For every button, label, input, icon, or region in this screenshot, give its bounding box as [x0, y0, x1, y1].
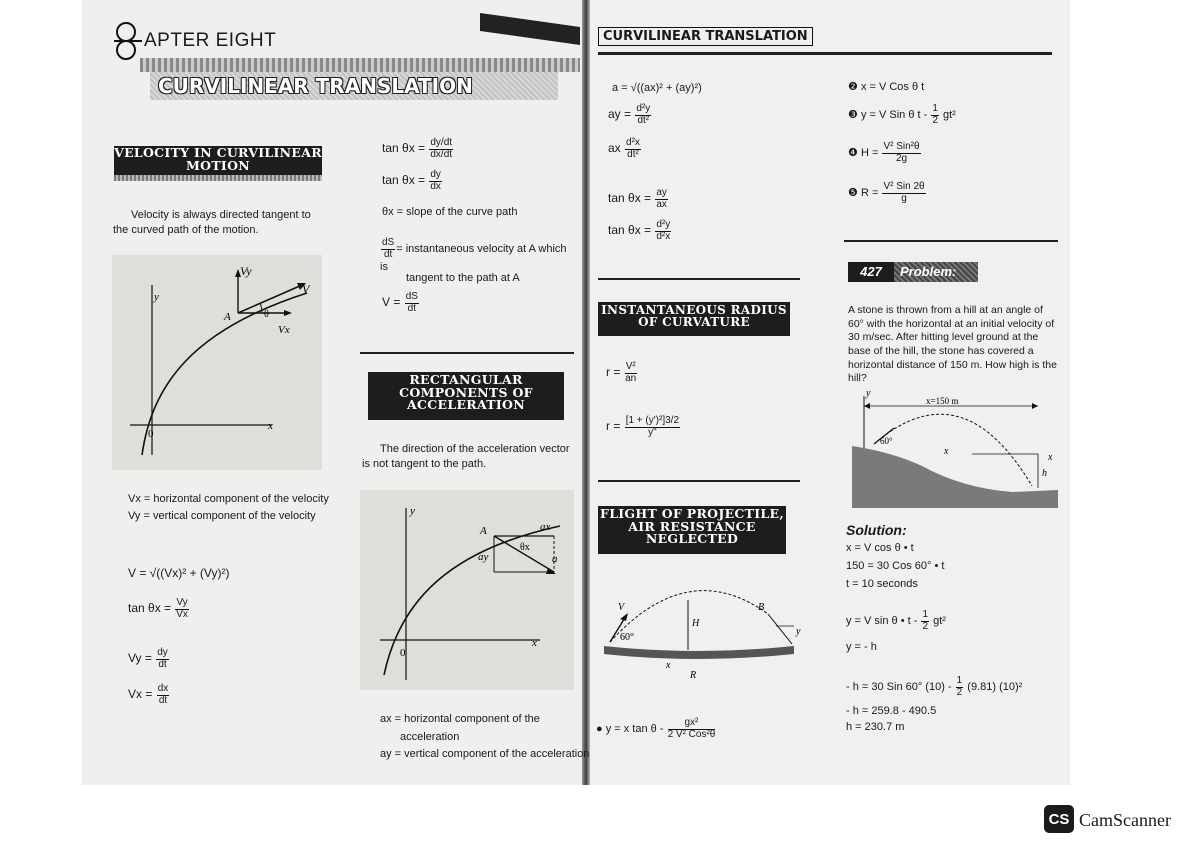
eq-vx-lhs: Vx = — [128, 687, 153, 702]
v-ds-lhs: V = — [382, 295, 401, 310]
eq-e3-lhs: y = V Sin θ t - — [860, 108, 928, 121]
number-5-icon: ❺ — [848, 186, 858, 199]
def-vy: Vy = vertical component of the velocity — [128, 510, 316, 522]
fig1-theta-label: θ — [264, 309, 269, 320]
header-rule — [598, 52, 1052, 55]
rect-heading-line3: ACCELERATION — [407, 397, 525, 412]
velocity-diagram — [112, 255, 322, 470]
eq-e5-lhs: R = — [860, 186, 879, 199]
eq-tan-dydt — [382, 138, 454, 160]
eq-r-v2-an — [606, 362, 638, 384]
velocity-heading — [114, 146, 322, 175]
eq-r2-den: y" — [648, 426, 657, 438]
eq-v-magnitude: V = √((Vx)² + (Vy)²) — [128, 566, 230, 580]
eq-ax-num: d²x — [626, 137, 640, 148]
fig4-y-label: y — [866, 388, 871, 399]
problem-banner — [848, 262, 978, 282]
fig2-y-label: y — [410, 505, 415, 517]
fig2-origin-label: 0 — [400, 647, 406, 659]
eq-r1-lhs: r = — [606, 365, 621, 380]
fig4-h-label: h — [1042, 468, 1047, 479]
problem-number: 427 — [848, 262, 894, 282]
sol-y-den: 2 — [922, 620, 929, 632]
eq-vy-lhs: Vy = — [128, 651, 152, 666]
eq-list-3 — [848, 104, 956, 126]
ds-text-2: tangent to the path at A — [406, 272, 520, 284]
eq-e5-den: g — [901, 192, 907, 204]
solution-h-line-2: - h = 259.8 - 490.5 — [846, 705, 937, 717]
fig3-r-label: R — [690, 670, 697, 681]
eq-ay-den: dt² — [637, 114, 650, 126]
chapter-title: APTER EIGHT — [144, 30, 277, 51]
projectile-diagram — [596, 586, 802, 681]
solution-title: Solution: — [846, 522, 907, 538]
fig4-angle-label: 60° — [880, 436, 893, 446]
right-divider-3 — [844, 240, 1058, 242]
eq-ax — [608, 138, 642, 160]
right-divider-2 — [598, 480, 800, 482]
def-vx: Vx = horizontal component of the velocity — [128, 493, 329, 505]
fig2-ax-label: ax — [540, 521, 551, 533]
eq-ay-num: d²y — [636, 103, 651, 114]
fig3-ground — [604, 646, 794, 659]
eq-tan-theta — [128, 598, 190, 620]
fig2-ay-label: ay — [478, 551, 489, 563]
eq-e2: x = V Cos θ t — [860, 81, 925, 93]
eq-tan-lhs: tan θx = — [128, 601, 172, 616]
number-4-icon: ❹ — [848, 146, 858, 159]
fig2-a-label: A — [480, 525, 487, 537]
eq-e4-den: 2g — [895, 152, 908, 164]
book-spine — [582, 0, 590, 785]
hill-ground — [852, 446, 1058, 508]
mid-tan1-num: dy/dt — [430, 137, 453, 148]
def-ax-cont: acceleration — [400, 731, 460, 743]
sol-y-num: 1 — [922, 609, 929, 620]
fig1-v-label: V — [302, 282, 310, 296]
eq-tan3-den: ax — [656, 198, 667, 210]
eq-tan-dydx — [382, 170, 443, 192]
solution-line-1: x = V cos θ • t — [846, 542, 914, 554]
eq-r2-num: [1 + (y')²]3/2 — [625, 415, 680, 426]
slope-text: θx = slope of the curve path — [382, 206, 518, 218]
eq-list-4 — [848, 142, 922, 164]
rect-components-heading — [368, 372, 564, 420]
flight-heading-line2: AIR RESISTANCE — [628, 518, 756, 534]
flight-heading — [598, 506, 786, 554]
eq-ax-den: dt² — [627, 148, 639, 160]
section-divider — [360, 352, 574, 354]
eq-tan4-den: d²x — [656, 230, 671, 242]
sol-y-lhs: y = V sin θ • t - — [846, 614, 918, 627]
fig4-x-label: x — [944, 446, 949, 457]
fig3-slope — [768, 614, 792, 644]
mid-tan1-den: dx/dt — [430, 148, 453, 160]
eq-tan-d2y — [608, 220, 672, 242]
eq-traj-den: 2 V² Cos²θ — [667, 728, 716, 740]
solution-y-eq-2: y = - h — [846, 641, 877, 653]
radius-heading — [598, 302, 790, 336]
radius-heading-line2: OF CURVATURE — [638, 315, 750, 329]
eq-r1-den: an — [625, 372, 637, 384]
fig4-x2-label: x — [1048, 452, 1053, 463]
chapter-banner: CURVILINEAR TRANSLATION — [150, 72, 558, 100]
v-ds-num: dS — [405, 291, 418, 302]
fig1-x-label: x — [268, 420, 273, 432]
v-ds-den: dt — [407, 302, 416, 314]
mid-tan2-lhs: tan θx = — [382, 173, 426, 188]
eq-a-magnitude: a = √((ax)² + (ay)²) — [612, 82, 702, 94]
eq-e3-den: 2 — [932, 114, 938, 126]
heading-underline — [114, 175, 322, 181]
fig1-vy-label: Vy — [240, 264, 252, 278]
chapter-emblem-icon — [112, 20, 148, 62]
eq-vx — [128, 684, 170, 706]
eq-trajectory — [596, 718, 716, 740]
fig3-v-label: V — [618, 602, 625, 613]
hill-diagram — [852, 388, 1058, 508]
sol-h1-lhs: - h = 30 Sin 60° (10) - — [846, 680, 952, 693]
camscanner-text: CamScanner — [1079, 810, 1171, 830]
problem-label: Problem: — [894, 262, 978, 282]
eq-tan3-lhs: tan θx = — [608, 191, 652, 206]
def-ay: ay = vertical component of the acceleration — [380, 748, 590, 760]
def-ax: ax = horizontal component of the — [380, 713, 540, 725]
eq-tan4-lhs: tan θx = — [608, 223, 652, 238]
fig2-theta-label: θx — [520, 542, 530, 553]
fig2-x-label: x — [532, 637, 537, 649]
bullet-icon: ● — [596, 722, 603, 735]
eq-list-5 — [848, 182, 927, 204]
fig3-h-label: H — [692, 618, 700, 629]
flight-heading-line3: NEGLECTED — [645, 531, 739, 546]
eq-r2-lhs: r = — [606, 419, 621, 434]
eq-v-dsdt — [382, 292, 420, 314]
fig3-y-label: y — [796, 626, 801, 637]
fig3-b-label: B — [758, 602, 765, 613]
eq-r-derivative — [606, 416, 681, 438]
acceleration-text: The direction of the acceleration vector is not tangent to the path. — [362, 443, 570, 470]
eq-tan4-num: d²y — [656, 219, 671, 230]
ds-text-1: = instantaneous velocity at A which is — [380, 242, 567, 273]
eq-e4-num: V² Sin²θ — [883, 141, 920, 152]
fig1-a-label: A — [224, 311, 231, 323]
solution-y-eq — [846, 610, 946, 632]
eq-vx-num: dx — [157, 683, 169, 694]
ds-num: dS — [382, 237, 395, 248]
fig3-angle-label: 60° — [620, 632, 634, 643]
flight-heading-line1: FLIGHT OF PROJECTILE, — [600, 506, 784, 521]
eq-tan3-num: ay — [656, 187, 667, 198]
fig3-x-label: x — [666, 660, 671, 671]
fig1-vx-label: Vx — [278, 324, 290, 336]
eq-tan-den: Vx — [176, 608, 188, 620]
number-3-icon: ❸ — [848, 108, 858, 121]
radius-heading-line1: INSTANTANEOUS RADIUS — [601, 303, 787, 317]
running-header: CURVILINEAR TRANSLATION — [598, 27, 813, 46]
camscanner-logo-icon: CS — [1044, 805, 1074, 833]
eq-e5-num: V² Sin 2θ — [883, 181, 925, 192]
solution-line-2: 150 = 30 Cos 60° • t — [846, 560, 945, 572]
velocity-heading-line2: MOTION — [186, 157, 250, 173]
rect-heading-line2: COMPONENTS OF — [399, 384, 533, 400]
solution-line-3: t = 10 seconds — [846, 578, 918, 590]
problem-text: A stone is thrown from a hill at an angle of 60° with the horizontal at an initial velocity of 30 m/sec. After hitting level ground at the base of the hill, the stone has covered a horizontal distance of 150 m. How high is the hill? — [848, 304, 1057, 385]
eq-e3-tail: gt² — [942, 108, 956, 121]
eq-vy — [128, 648, 170, 670]
eq-e3-num: 1 — [932, 103, 938, 114]
rect-heading-line1: RECTANGULAR — [409, 372, 523, 387]
eq-vy-den: dt — [158, 658, 167, 670]
mid-tan1-lhs: tan θx = — [382, 141, 426, 156]
solution-answer: h = 230.7 m — [846, 721, 905, 733]
mid-tan2-num: dy — [430, 169, 441, 180]
eq-e4-lhs: H = — [860, 146, 879, 159]
eq-tan-num: Vy — [176, 597, 188, 608]
ds-den: dt — [383, 248, 393, 260]
eq-vx-den: dt — [158, 694, 168, 706]
right-divider-1 — [598, 278, 800, 280]
mid-tan2-den: dx — [430, 180, 441, 192]
solution-h-eq — [846, 676, 1022, 698]
eq-traj-lhs: y = x tan θ - — [605, 722, 664, 735]
eq-traj-num: gx² — [668, 718, 716, 730]
fig4-dist-label: x=150 m — [926, 396, 959, 406]
number-2-icon: ❷ — [848, 81, 858, 93]
eq-ax-lhs: ax — [608, 141, 621, 156]
title-underline — [140, 58, 580, 72]
eq-list-2 — [848, 80, 924, 93]
sol-h1-den: 2 — [956, 686, 963, 698]
eq-tan-ay-ax — [608, 188, 669, 210]
fig1-y-label: y — [154, 291, 159, 303]
eq-ay — [608, 104, 652, 126]
ds-definition — [380, 238, 576, 275]
sol-h1-tail: (9.81) (10)² — [967, 680, 1023, 693]
acceleration-diagram — [360, 490, 574, 690]
sol-y-tail: gt² — [933, 614, 946, 627]
velocity-text: Velocity is always directed tangent to the curved path of the motion. — [113, 209, 311, 236]
eq-vy-num: dy — [157, 647, 168, 658]
fig2-acc-label: a — [552, 553, 558, 565]
fig1-origin-label: 0 — [148, 428, 154, 440]
eq-r1-num: V² — [625, 361, 636, 372]
velocity-heading-line1: VELOCITY IN CURVILINEAR — [114, 145, 322, 160]
eq-ay-lhs: ay = — [608, 107, 632, 122]
sol-h1-num: 1 — [956, 675, 963, 686]
